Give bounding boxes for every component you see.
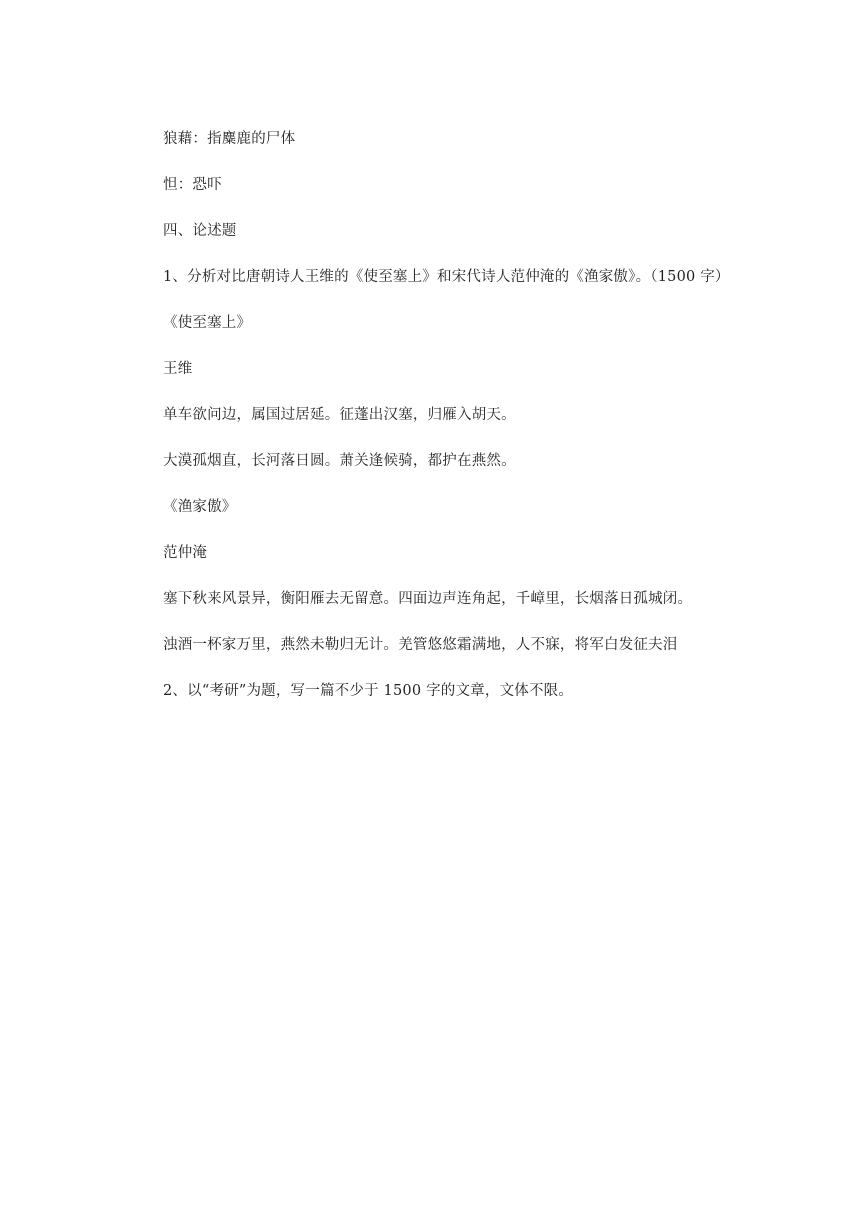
poem-line: 单车欲问边，属国过居延。征蓬出汉塞，归雁入胡天。 [163, 407, 516, 423]
gloss-langji: 狼藉：指麋鹿的尸体 [163, 131, 296, 147]
document-body [163, 128, 783, 726]
poem-title-shizhisaishang: 《使至塞上》 [163, 315, 252, 331]
poem-title-yujiaao: 《渔家傲》 [163, 499, 237, 515]
poem-line: 大漠孤烟直，长河落日圆。萧关逢候骑，都护在燕然。 [163, 453, 516, 469]
poem-line: 浊酒一杯家万里，燕然未勒归无计。羌管悠悠霜满地，人不寐，将军白发征夫泪 [163, 637, 678, 653]
gloss-da: 怛：恐吓 [163, 177, 222, 193]
question-2: 2、以“考研”为题，写一篇不少于 1500 字的文章，文体不限。 [163, 683, 574, 699]
poem-line: 塞下秋来风景异，衡阳雁去无留意。四面边声连角起，千嶂里，长烟落日孤城闭。 [163, 591, 693, 607]
poem-author-fanzhongyan: 范仲淹 [163, 545, 208, 561]
section-heading-essay: 四、论述题 [163, 223, 237, 239]
poem-author-wangwei: 王维 [163, 361, 193, 377]
question-1: 1、分析对比唐朝诗人王维的《使至塞上》和宋代诗人范仲淹的《渔家傲》。（1500 字） [163, 269, 730, 285]
